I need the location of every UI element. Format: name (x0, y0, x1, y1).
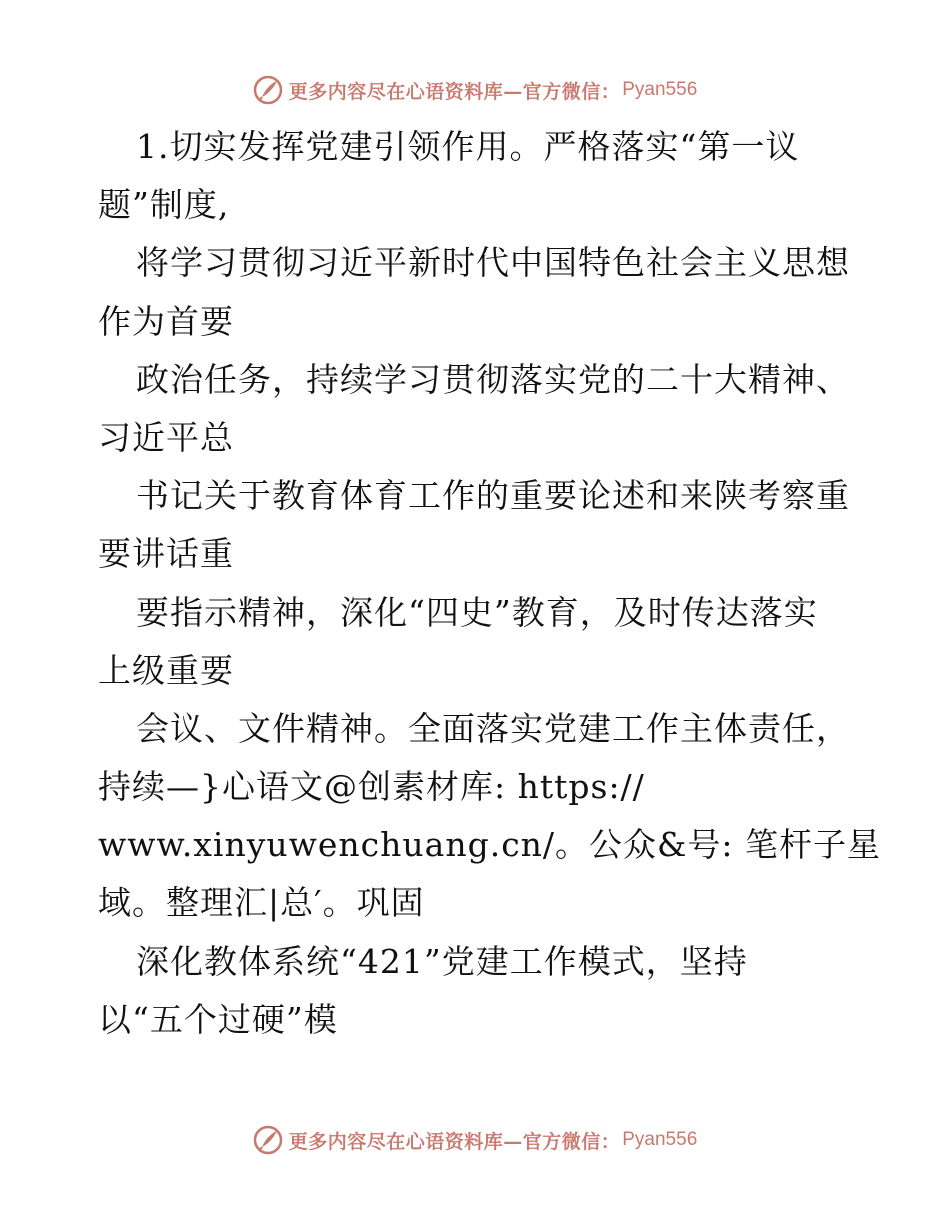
text-line: 会议、文件精神。全面落实党建工作主体责任， (136, 708, 850, 748)
watermark-text: 更多内容尽在心语资料库—官方微信： (288, 1130, 621, 1153)
wechat-id: Pyan556 (622, 79, 698, 100)
quill-logo-icon (253, 1125, 283, 1155)
text-line: 书记关于教育体育工作的重要论述和来陕考察重 (136, 476, 850, 516)
text-line: 要指示精神，深化“四史”教育，及时传达落实 (136, 592, 818, 632)
wechat-id: Pyan556 (622, 1129, 698, 1150)
text-line: 深化教体系统“421”党建工作模式，坚持 (136, 941, 748, 981)
quill-logo-icon (253, 75, 283, 105)
watermark-text: 更多内容尽在心语资料库—官方微信： (288, 80, 621, 103)
header-watermark (0, 72, 950, 108)
text-line: 持续—}心语文@创素材库: https:// (98, 767, 645, 807)
text-line: www.xinyuwenchuang.cn/。公众&号: 笔杆子星 (98, 825, 882, 865)
text-line: 政治任务，持续学习贯彻落实党的二十大精神、 (136, 359, 850, 399)
text-line: 将学习贯彻习近平新时代中国特色社会主义思想 (136, 243, 850, 283)
text-line: 1.切实发挥党建引领作用。严格落实“第一议 (136, 127, 800, 166)
text-line: 题”制度, (98, 185, 230, 225)
text-line: 习近平总 (98, 417, 234, 457)
document-body (98, 118, 882, 1049)
text-line: 作为首要 (98, 301, 234, 341)
footer-watermark (0, 1122, 950, 1158)
text-line: 域。整理汇|总′。巩固 (98, 883, 425, 923)
text-line: 上级重要 (98, 650, 234, 690)
text-line: 以“五个过硬”模 (98, 999, 338, 1039)
text-line: 要讲话重 (98, 534, 234, 574)
